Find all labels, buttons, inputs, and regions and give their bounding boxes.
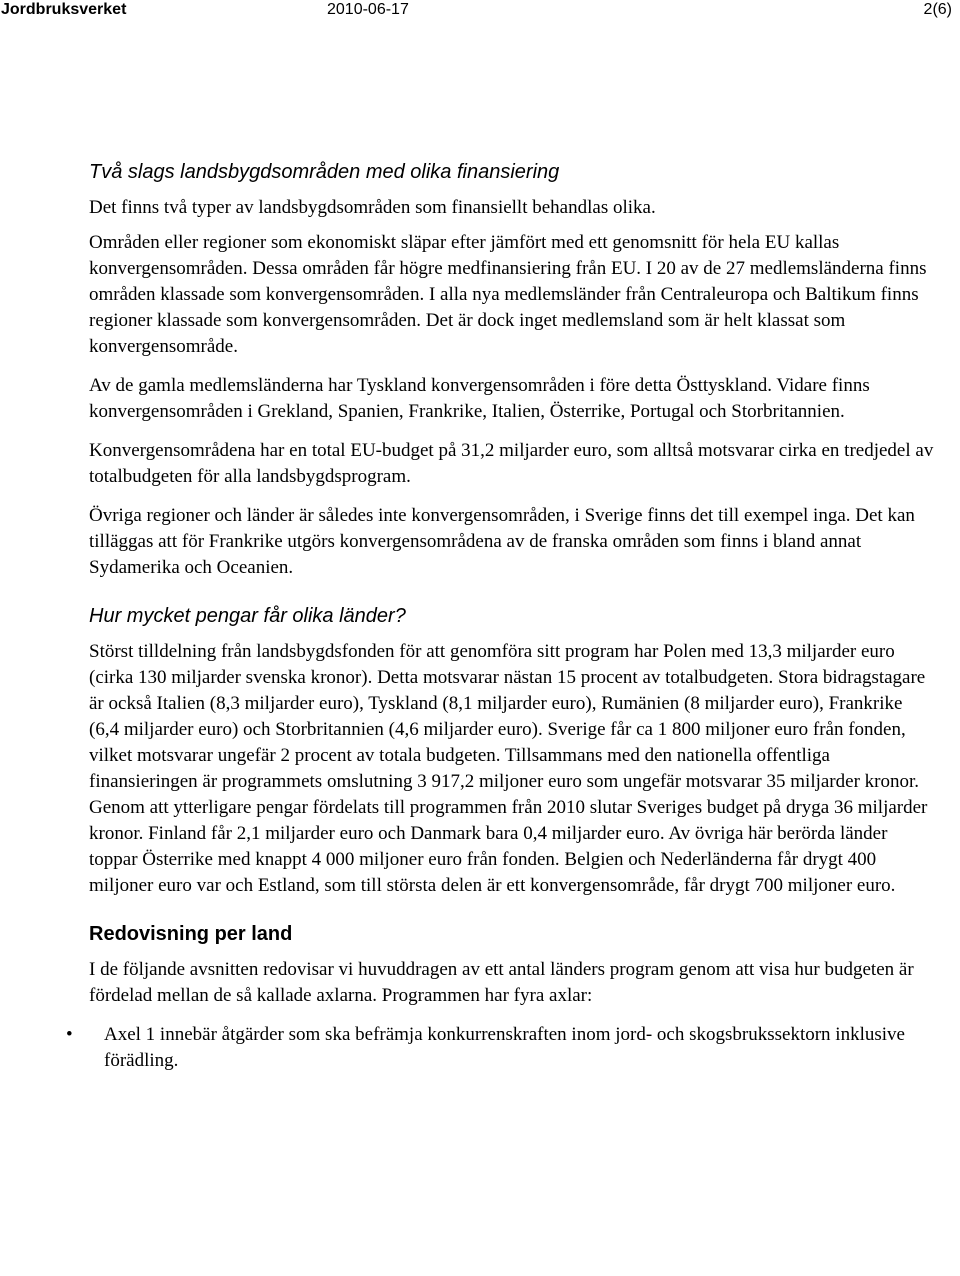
paragraph: I de följande avsnitten redovisar vi huvuddragen av ett antal länders program genom att visa hur budgeten är fördelad mellan de så kallade axlarna. Programmen har fyra axlar:: [89, 959, 914, 1006]
document-date: 2010-06-17: [327, 1, 409, 18]
section-heading-funding: Hur mycket pengar får olika länder?: [89, 605, 406, 627]
bullet-symbol: •: [66, 1024, 73, 1045]
paragraph: Övriga regioner och länder är således inte konvergensområden, i Sverige finns det till exempel inga. Det kan tilläggas att för Frankrike utgörs konvergensområdena av de franska områden som finns i bland annat Sydamerika och Oceanien.: [89, 505, 915, 578]
paragraph: Områden eller regioner som ekonomiskt släpar efter jämfört med ett genomsnitt för hela EU kallas konvergensområden. Dessa områden får högre medfinansiering från EU. I 20 av de 27 medlemsländerna finns områden klassade som konvergensområden. I alla nya medlemsländer från Centraleuropa och Baltikum finns regioner klassade som konvergensområden. Det är dock inget medlemsland som är helt klassat som konvergensområde.: [89, 232, 927, 357]
section-heading-financing: Två slags landsbygdsområden med olika finansiering: [89, 161, 560, 183]
list-item: [66, 1022, 934, 1074]
paragraph: Av de gamla medlemsländerna har Tyskland konvergensområden i före detta Östtyskland. Vidare finns konvergensområden i Grekland, Spanien, Frankrike, Italien, Österrike, Portugal och Storbritannien.: [89, 375, 870, 422]
paragraph: Konvergensområdena har en total EU-budget på 31,2 miljarder euro, som alltså motsvarar cirka en tredjedel av totalbudgeten för alla landsbygdsprogram.: [89, 440, 934, 487]
axis-list: [66, 1022, 934, 1074]
page-number: 2(6): [923, 1, 952, 18]
paragraph: Det finns två typer av landsbygdsområden som finansiellt behandlas olika.: [89, 197, 656, 218]
document-body: [66, 158, 934, 1074]
section-heading-per-country: Redovisning per land: [89, 923, 293, 945]
paragraph: Störst tilldelning från landsbygdsfonden för att genomföra sitt program har Polen med 13,3 miljarder euro (cirka 130 miljarder svenska kronor). Detta motsvarar nästan 15 procent av totalbudgeten. Stora bidragstagare är också Italien (8,3 miljarder euro), Tyskland (8,1 miljarder euro), Rumänien (8 miljarder euro), Frankrike (6,4 miljarder euro) och Storbritannien (4,6 miljarder euro). Sverige får ca 1 800 miljoner euro från fonden, vilket motsvarar ungefär 2 procent av totala budgeten. Tillsammans med den nationella offentliga finansieringen är programmets omslutning 3 917,2 miljoner euro som ungefär motsvarar 35 miljarder kronor. Genom att ytterligare pengar fördelats till programmen från 2010 slutar Sveriges budget på dryga 36 miljarder kronor. Finland får 2,1 miljarder euro och Danmark bara 0,4 miljarder euro. Av övriga här berörda länder toppar Österrike med knappt 4 000 miljoner euro från fonden. Belgien och Nederländerna får drygt 400 miljoner euro var och Estland, som till största delen är ett konvergensområde, får drygt 700 miljoner euro.: [89, 641, 928, 896]
list-item-text: Axel 1 innebär åtgärder som ska befrämja konkurrenskraften inom jord- och skogsbrukssektorn inklusive förädling.: [104, 1024, 905, 1071]
page-header: [0, 0, 960, 22]
organization-name: Jordbruksverket: [1, 1, 127, 18]
